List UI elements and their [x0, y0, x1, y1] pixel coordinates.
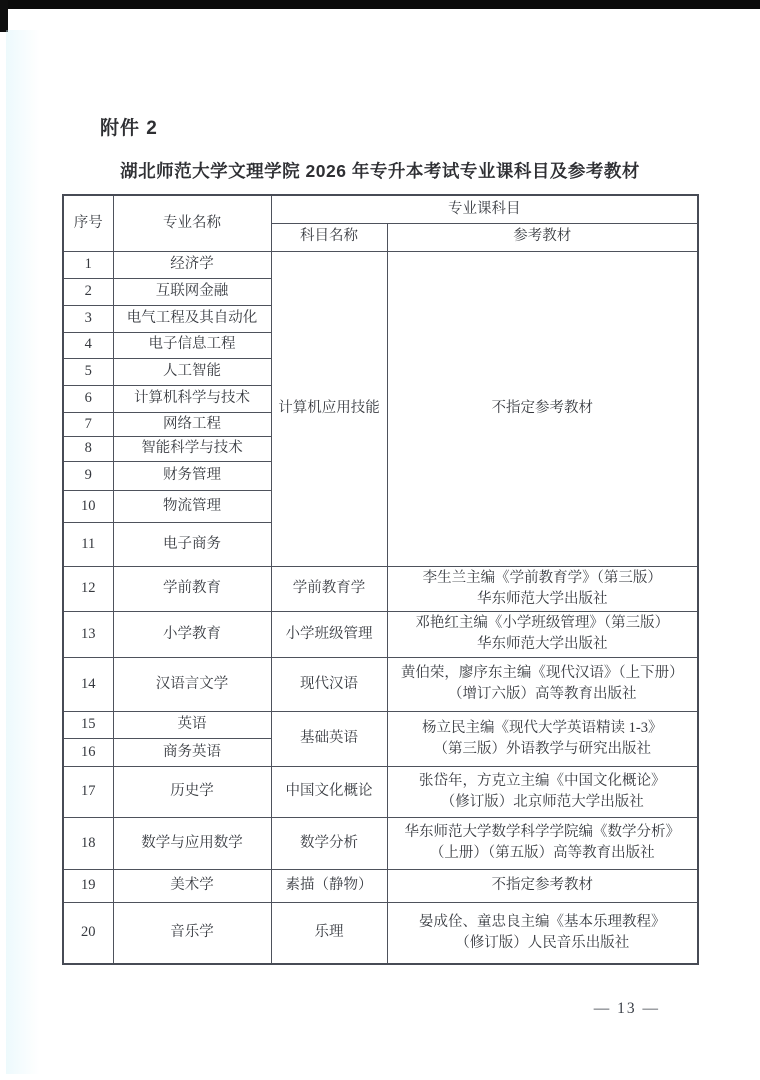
reference-line: 张岱年，方克立主编《中国文化概论》 — [419, 772, 666, 789]
reference-cell — [387, 611, 698, 657]
major-cell: 英语 — [113, 711, 271, 738]
header-index: 序号 — [63, 195, 113, 251]
table-row — [63, 869, 698, 902]
major-cell: 物流管理 — [113, 490, 271, 522]
attachment-label: 附件 2 — [100, 118, 158, 139]
major-cell: 网络工程 — [113, 412, 271, 436]
row-index: 10 — [63, 490, 113, 522]
row-index: 18 — [63, 817, 113, 869]
header-major: 专业名称 — [113, 195, 271, 251]
row-index: 3 — [63, 305, 113, 332]
reference-line: 邓艳红主编《小学班级管理》（第三版） — [415, 615, 670, 632]
row-index: 11 — [63, 522, 113, 566]
reference-line: 华东师范大学数学科学学院编《数学分析》 — [404, 824, 680, 841]
reference-line: 黄伯荣，廖序东主编《现代汉语》（上下册） — [400, 665, 684, 682]
table-row — [63, 817, 698, 869]
major-cell: 电气工程及其自动化 — [113, 305, 271, 332]
table-header-row-1 — [63, 195, 698, 223]
reference-cell-merged: 不指定参考教材 — [387, 251, 698, 566]
major-cell: 电子信息工程 — [113, 332, 271, 358]
row-index: 14 — [63, 657, 113, 711]
major-cell: 学前教育 — [113, 566, 271, 611]
header-course-group: 专业课科目 — [271, 195, 698, 223]
reference-line: （修订版）北京师范大学出版社 — [440, 793, 644, 810]
major-cell: 互联网金融 — [113, 278, 271, 305]
row-index: 7 — [63, 412, 113, 436]
reference-line: 李生兰主编《学前教育学》（第三版） — [422, 569, 662, 586]
major-cell: 人工智能 — [113, 358, 271, 385]
row-index: 20 — [63, 902, 113, 964]
major-cell: 数学与应用数学 — [113, 817, 271, 869]
major-cell: 智能科学与技术 — [113, 436, 271, 461]
reference-cell-merged — [387, 711, 698, 766]
major-cell: 财务管理 — [113, 461, 271, 490]
major-cell: 计算机科学与技术 — [113, 385, 271, 412]
major-cell: 音乐学 — [113, 902, 271, 964]
table-row — [63, 251, 698, 278]
subject-cell-merged: 计算机应用技能 — [271, 251, 387, 566]
scanner-corner-mark — [0, 0, 8, 32]
major-cell: 美术学 — [113, 869, 271, 902]
subject-cell: 小学班级管理 — [271, 611, 387, 657]
row-index: 16 — [63, 738, 113, 766]
major-cell: 电子商务 — [113, 522, 271, 566]
row-index: 17 — [63, 766, 113, 817]
reference-line: 杨立民主编《现代大学英语精读 1-3》 — [422, 719, 663, 736]
subject-cell: 学前教育学 — [271, 566, 387, 611]
major-cell: 商务英语 — [113, 738, 271, 766]
page-title: 湖北师范大学文理学院 2026 年专升本考试专业课科目及参考教材 — [120, 161, 640, 181]
row-index: 9 — [63, 461, 113, 490]
major-cell: 历史学 — [113, 766, 271, 817]
row-index: 8 — [63, 436, 113, 461]
reference-line: （修订版）人民音乐出版社 — [455, 934, 630, 951]
major-cell: 经济学 — [113, 251, 271, 278]
reference-line: 华东师范大学出版社 — [477, 590, 608, 607]
reference-line: （第三版）外语教学与研究出版社 — [433, 740, 651, 757]
row-index: 2 — [63, 278, 113, 305]
scan-left-tint — [6, 30, 40, 1074]
reference-line: 华东师范大学出版社 — [477, 636, 608, 653]
table-row — [63, 611, 698, 657]
reference-cell — [387, 817, 698, 869]
table-row — [63, 902, 698, 964]
subject-cell-merged: 基础英语 — [271, 711, 387, 766]
header-reference: 参考教材 — [387, 223, 698, 251]
reference-cell: 不指定参考教材 — [387, 869, 698, 902]
subject-cell: 乐理 — [271, 902, 387, 964]
reference-line: （上册）（第五版）高等教育出版社 — [429, 845, 655, 862]
table-row — [63, 657, 698, 711]
major-cell: 汉语言文学 — [113, 657, 271, 711]
page-number: — 13 — — [593, 1000, 660, 1017]
row-index: 6 — [63, 385, 113, 412]
subject-cell: 数学分析 — [271, 817, 387, 869]
subject-cell: 素描（静物） — [271, 869, 387, 902]
row-index: 15 — [63, 711, 113, 738]
row-index: 19 — [63, 869, 113, 902]
subject-cell: 现代汉语 — [271, 657, 387, 711]
reference-cell — [387, 902, 698, 964]
row-index: 1 — [63, 251, 113, 278]
major-cell: 小学教育 — [113, 611, 271, 657]
reference-line: （增订六版）高等教育出版社 — [448, 686, 637, 703]
reference-cell — [387, 657, 698, 711]
row-index: 12 — [63, 566, 113, 611]
reference-cell — [387, 766, 698, 817]
table-row — [63, 711, 698, 738]
table-row — [63, 566, 698, 611]
row-index: 4 — [63, 332, 113, 358]
row-index: 5 — [63, 358, 113, 385]
reference-cell — [387, 566, 698, 611]
row-index: 13 — [63, 611, 113, 657]
subject-cell: 中国文化概论 — [271, 766, 387, 817]
subjects-table — [62, 194, 699, 965]
header-subject: 科目名称 — [271, 223, 387, 251]
table-row — [63, 766, 698, 817]
scanner-edge-bar — [0, 0, 760, 9]
reference-line: 晏成佺、童忠良主编《基本乐理教程》 — [419, 913, 666, 930]
